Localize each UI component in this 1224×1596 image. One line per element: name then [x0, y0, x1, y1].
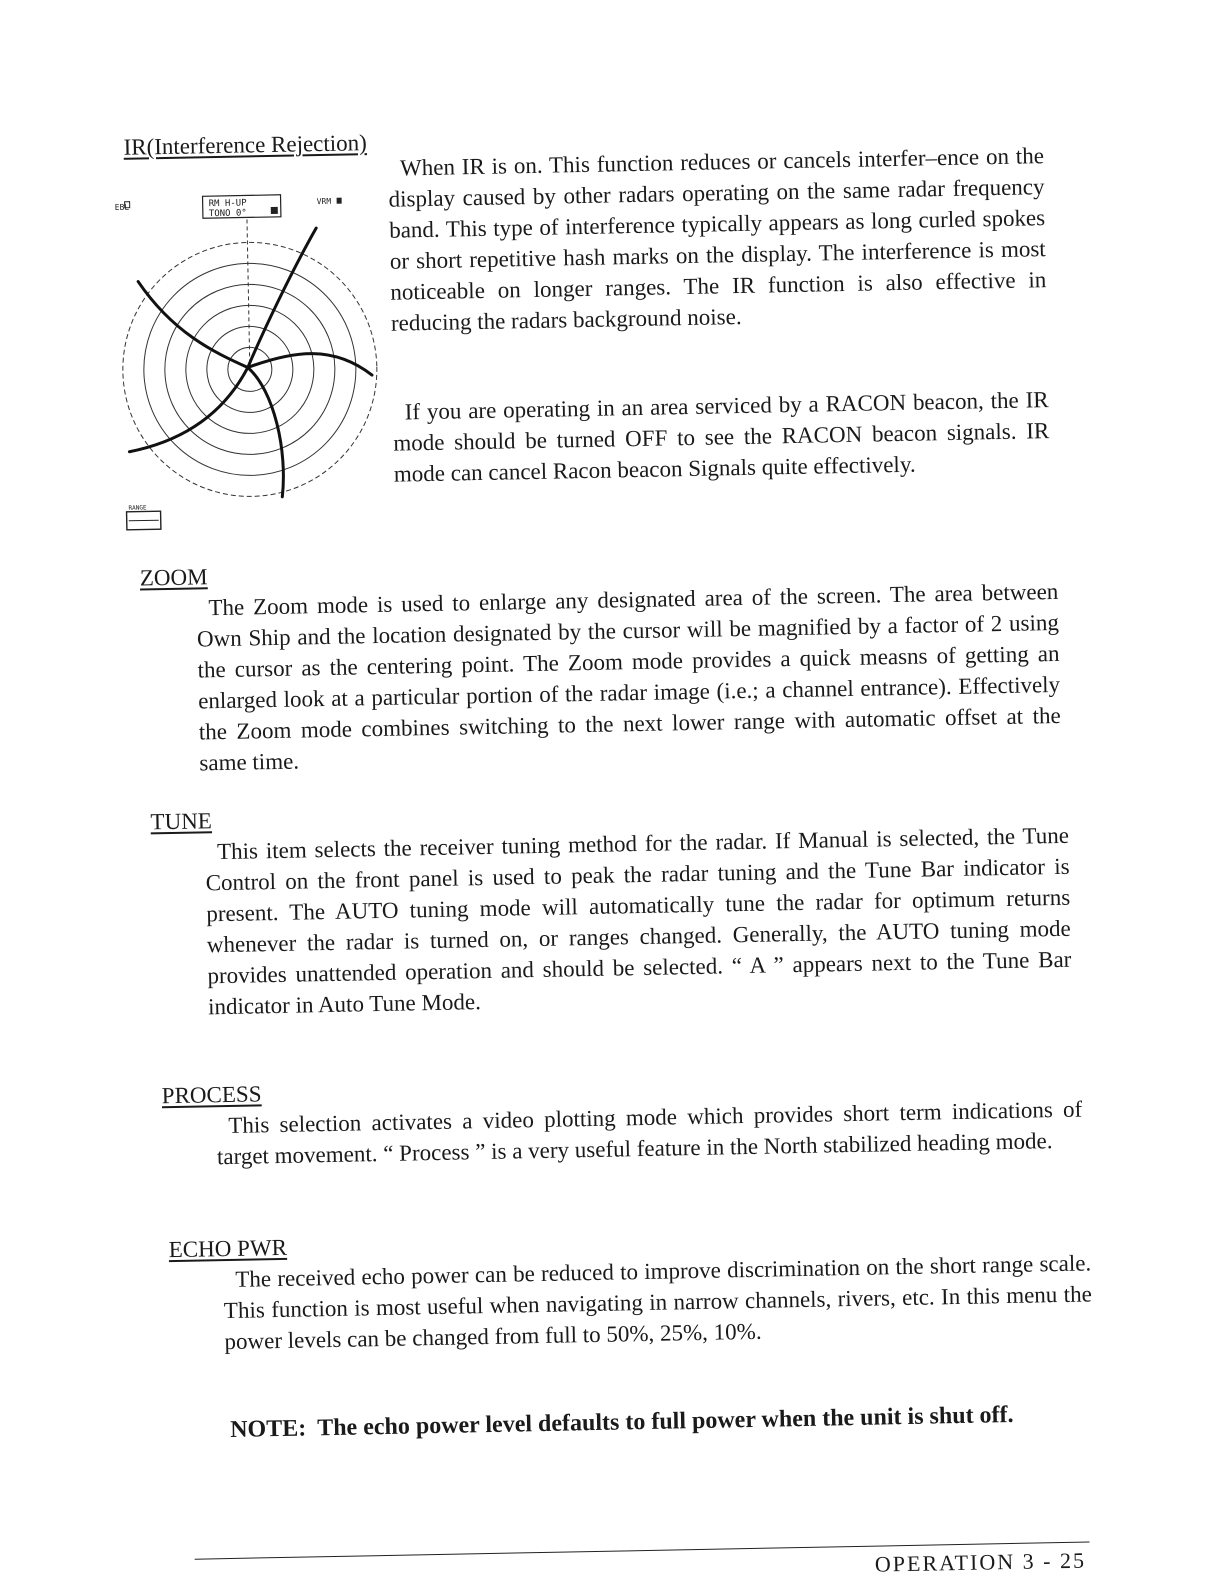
- tune-heading: TUNE: [150, 808, 213, 835]
- interference-spoke-2: [138, 279, 248, 369]
- note-body: The echo power level defaults to full power when the unit is shut off.: [316, 1401, 1014, 1442]
- note-block: [229, 1393, 1100, 1443]
- mode-label: RM H-UP: [208, 198, 247, 210]
- process-paragraph: This selection activates a video plotting mode which provides short term indications of target movement. “ Process ” is a very useful feature in the North stabilized heading mode.: [216, 1096, 1083, 1170]
- vrm-label: VRM: [316, 196, 332, 207]
- tune-paragraph: This item selects the receiver tuning method for the radar. If Manual is selected, the Tune Control on the front panel is used to peak the radar tuning and the Tune Bar indicator is present. The AUTO tuning mode will automatically tune the radar for optimum returns whenever the radar is turned on, or ranges changed. Generally, the AUTO tuning mode provides unattended operation and should be selected. “ A ” appears next to the Tune Bar indicator in Auto Tune Mode.: [205, 822, 1072, 1020]
- range-label: RANGE: [128, 504, 147, 512]
- interference-spoke-3: [248, 352, 372, 377]
- process-heading: PROCESS: [161, 1081, 262, 1109]
- note-label: NOTE:: [229, 1415, 307, 1443]
- ir-paragraph-2: If you are operating in an area serviced by a RACON beacon, the IR mode should be turned OFF to see the RACON beacon signals. IR mode can cancel Racon beacon Signals quite effectively.: [393, 387, 1050, 487]
- mode-marker-icon: [271, 207, 278, 214]
- vrm-marker-icon: [337, 198, 342, 204]
- echo-pwr-paragraph: The received echo power can be reduced to improve discrimination on the short range scale. This function is most useful when navigating in narrow channels, rivers, etc. In this menu the power levels can be changed from full to 50%, 25%, 10%.: [223, 1250, 1092, 1355]
- echo-pwr-heading: ECHO PWR: [168, 1234, 288, 1263]
- radar-display-illustration: [110, 189, 386, 534]
- page-footer: OPERATION 3 - 25: [874, 1547, 1087, 1577]
- range-box-divider: [129, 520, 159, 521]
- zoom-heading: ZOOM: [139, 564, 208, 591]
- ir-paragraph-1: When IR is on. This function reduces or cancels interfer–ence on the display caused by other radars operating on the same radar frequency band. This type of interference typically appears as long curled spokes or short repetitive hash marks on the display. The interference is most noticeable on longer ranges. The IR function is also effective in reducing the radars background noise.: [388, 143, 1047, 336]
- ebl-label: EBL: [114, 202, 130, 212]
- interference-spoke-1: [245, 228, 319, 367]
- bearing-label: TONO 0°: [208, 208, 247, 220]
- ir-heading: IR(Interference Rejection): [123, 130, 368, 160]
- interference-spoke-4: [248, 367, 284, 498]
- zoom-paragraph: The Zoom mode is used to enlarge any designated area of the screen. The area between Own Ship and the location designated by the cursor will be magnified by a factor of 2 using the cursor as the centering point. The Zoom mode provides a quick measns of getting an enlarged look at a particular portion of the radar image (i.e.; a channel entrance). Effectively the Zoom mode combines switching to the next lower range with automatic offset at the same time.: [196, 578, 1061, 776]
